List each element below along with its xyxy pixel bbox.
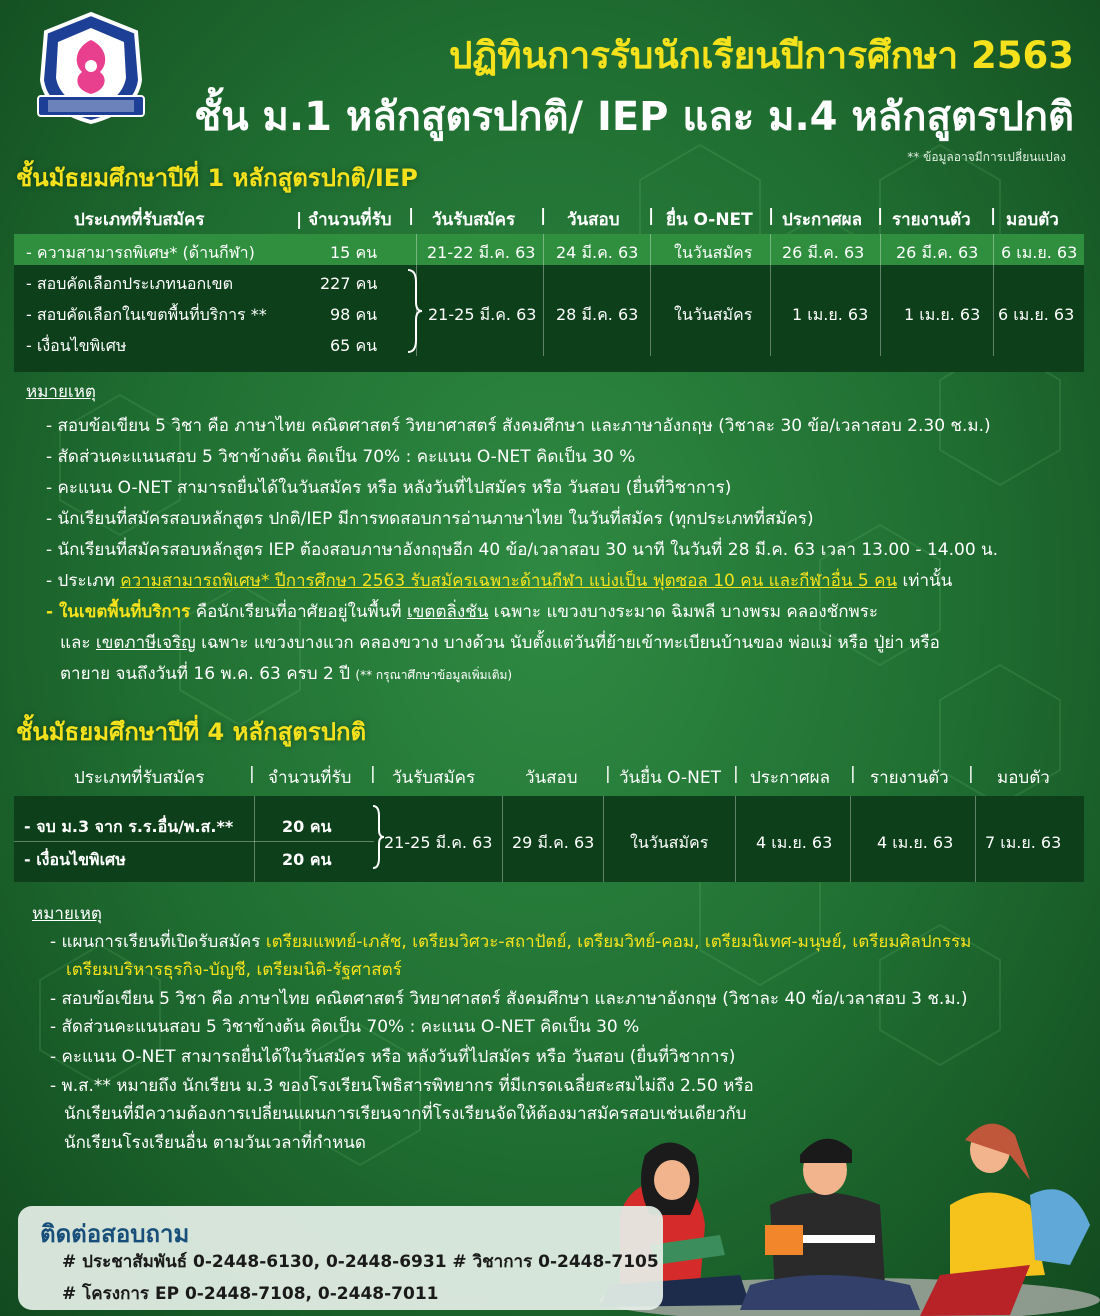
change-notice: ** ข้อมูลอาจมีการเปลี่ยนแปลง [907,150,1066,164]
m4-header-report: รายงานตัว [870,768,949,788]
page-title: ปฏิทินการรับนักเรียนปีการศึกษา 2563 [448,34,1074,77]
remark-text: - ประเภท [46,571,121,591]
row-announce: 26 มี.ค. 63 [782,243,865,262]
remark-item: - นักเรียนที่สมัครสอบหลักสูตร IEP ต้องสอบภาษาอังกฤษอีก 40 ข้อ/เวลาสอบ 30 นาที ในวันที่ 28 มี.ค. 63 เวลา 13.00 - 14.00 น. [46,540,999,560]
m1-header-exam: วันสอบ [567,210,620,230]
remark-item: นักเรียนที่มีความต้องการเปลี่ยนแผนการเรียนจากที่โรงเรียนจัดให้ต้องมาสมัครสอบเช่นเดียวกับ [64,1104,747,1124]
row-type: - สอบคัดเลือกประเภทนอกเขต [26,274,233,293]
group-exam: 29 มี.ค. 63 [512,833,595,852]
m1-remarks-title: หมายเหตุ [26,382,96,402]
remark-item: - สอบข้อเขียน 5 วิชา คือ ภาษาไทย คณิตศาสตร์ วิทยาศาสตร์ สังคมศึกษา และภาษาอังกฤษ (วิชาละ 40 ข้อ/เวลาสอบ 3 ช.ม.) [50,989,968,1009]
m4-header-sep: | [968,764,974,784]
contact-line: # โครงการ EP 0-2448-7108, 0-2448-7011 [62,1284,439,1304]
m4-remarks-title: หมายเหตุ [32,904,102,924]
remark-text: เท่านั้น [897,571,953,591]
row-enroll: 6 เม.ย. 63 [1001,243,1078,262]
remark-highlight: - ในเขตพื้นที่บริการ [46,602,191,622]
remark-item: - สอบข้อเขียน 5 วิชา คือ ภาษาไทย คณิตศาสตร์ วิทยาศาสตร์ สังคมศึกษา และภาษาอังกฤษ (วิชาละ 30 ข้อ/เวลาสอบ 2.30 ช.ม.) [46,416,991,436]
students-illustration [590,1085,1100,1316]
m1-header-announce: ประกาศผล [782,210,863,230]
m1-header-sep: | [648,206,655,226]
divider [543,234,544,356]
divider [770,234,771,356]
remark-item: นักเรียนโรงเรียนอื่น ตามวันเวลาที่กำหนด [64,1133,366,1153]
divider [735,796,736,882]
remark-text: เฉพาะ แขวงบางแวก คลองขวาง บางด้วน นับตั้งแต่วันที่ย้ายเข้าทะเบียนบ้านของ พ่อแม่ หรือ ปู่ย่า หรือ [195,633,940,653]
remark-highlight: เตรียมแพทย์-เภสัช, เตรียมวิศวะ-สถาปัตย์, เตรียมวิทย์-คอม, เตรียมนิเทศ-มนุษย์, เตรียมศิลปกรรม [265,932,972,952]
row-type: - ความสามารถพิเศษ* (ด้านกีฬา) [26,243,255,262]
remark-item: - สัดส่วนคะแนนสอบ 5 วิชาข้างต้น คิดเป็น 70% : คะแนน O-NET คิดเป็น 30 % [50,1017,640,1037]
contact-title: ติดต่อสอบถาม [40,1220,190,1248]
remark-text: คือนักเรียนที่อาศัยอยู่ในพื้นที่ [190,602,407,622]
divider [502,796,503,882]
remark-text: เฉพาะ แขวงบางระมาด ฉิมพลี บางพรม คลองชักพระ [488,602,878,622]
m1-header-sep: | [877,206,884,226]
row-type: - สอบคัดเลือกในเขตพื้นที่บริการ ** [26,305,267,324]
brace-icon [404,268,424,354]
remark-item-area [46,598,878,625]
m4-header-announce: ประกาศผล [750,768,831,788]
remark-item-area-cont [60,629,940,656]
divider [850,796,851,882]
m4-header-sep: | [370,764,376,784]
row-type: - จบ ม.3 จาก ร.ร.อื่น/พ.ส.** [24,817,234,836]
m1-header-sep: | [990,206,997,226]
row-count: 20 คน [282,817,332,836]
divider [603,796,604,882]
m4-header-apply: วันรับสมัคร [392,768,476,788]
remark-text: ตายาย จนถึงวันที่ 16 พ.ค. 63 ครบ 2 ปี [60,664,350,684]
page-subtitle: ชั้น ม.1 หลักสูตรปกติ/ IEP และ ม.4 หลักสูตรปกติ [194,94,1074,140]
group-exam: 28 มี.ค. 63 [556,305,639,324]
m4-header-onet: วันยื่น O-NET [619,768,721,788]
row-exam: 24 มี.ค. 63 [556,243,639,262]
remark-text: - แผนการเรียนที่เปิดรับสมัคร [50,932,266,952]
group-report: 4 เม.ย. 63 [877,833,954,852]
divider [993,234,994,356]
m4-header-sep: | [733,764,739,784]
school-emblem-icon [32,10,150,128]
remark-item: - คะแนน O-NET สามารถยื่นได้ในวันสมัคร หรือ หลังวันที่ไปสมัคร หรือ วันสอบ (ยื่นที่วิชาการ) [46,478,732,498]
row-count: 227 คน [320,274,378,293]
divider [650,234,651,356]
contact-line: # ประชาสัมพันธ์ 0-2448-6130, 0-2448-6931 # วิชาการ 0-2448-7105 [62,1252,659,1272]
remark-highlight: ความสามารถพิเศษ* ปีการศึกษา 2563 รับสมัครเฉพาะด้านกีฬา แบ่งเป็น ฟุตซอล 10 คน และกีฬาอื่น 5 คน [120,571,898,591]
m1-header-report: รายงานตัว [892,210,971,230]
remark-item-special [46,567,952,594]
group-enroll: 6 เม.ย. 63 [998,305,1075,324]
group-onet: ในวันสมัคร [674,305,753,324]
area-name: เขตตลิ่งชัน [406,602,489,622]
group-report: 1 เม.ย. 63 [904,305,981,324]
m1-header-apply: วันรับสมัคร [432,210,516,230]
remark-item: - นักเรียนที่สมัครสอบหลักสูตร ปกติ/IEP มีการทดสอบการอ่านภาษาไทย ในวันที่สมัคร (ทุกประเภทที่สมัคร) [46,509,814,529]
remark-text: และ [60,633,96,653]
row-type: - เงื่อนไขพิเศษ [26,336,127,355]
group-apply: 21-25 มี.ค. 63 [428,305,537,324]
row-onet: ในวันสมัคร [674,243,753,262]
m1-header-count: | จำนวนที่รับ [296,210,392,230]
remark-item: - พ.ส.** หมายถึง นักเรียน ม.3 ของโรงเรียนโพธิสารพิทยากร ที่มีเกรดเฉลี่ยสะสมไม่ถึง 2.50 หรือ [50,1076,754,1096]
divider [254,796,255,882]
remark-item: - สัดส่วนคะแนนสอบ 5 วิชาข้างต้น คิดเป็น 70% : คะแนน O-NET คิดเป็น 30 % [46,447,636,467]
group-apply: 21-25 มี.ค. 63 [384,833,493,852]
remark-item-plan [50,928,971,955]
m1-header-type: ประเภทที่รับสมัคร [74,210,205,230]
m1-header-sep: | [540,206,547,226]
group-announce: 1 เม.ย. 63 [792,305,869,324]
divider [975,796,976,882]
m4-header-type: ประเภทที่รับสมัคร [74,768,205,788]
group-onet: ในวันสมัคร [630,833,709,852]
m1-header-onet: ยื่น O-NET [666,210,753,230]
group-announce: 4 เม.ย. 63 [756,833,833,852]
row-count: 65 คน [330,336,378,355]
m4-header-sep: | [605,764,611,784]
m1-header-enroll: มอบตัว [1006,210,1059,230]
row-count: 15 คน [330,243,378,262]
group-enroll: 7 เม.ย. 63 [985,833,1062,852]
m4-header-exam: วันสอบ [525,768,578,788]
row-type: - เงื่อนไขพิเศษ [24,850,126,869]
m4-section-title: ชั้นมัธยมศึกษาปีที่ 4 หลักสูตรปกติ [16,718,367,746]
divider [880,234,881,356]
remark-item: - คะแนน O-NET สามารถยื่นได้ในวันสมัคร หรือ หลังวันที่ไปสมัคร หรือ วันสอบ (ยื่นที่วิชาการ) [50,1047,736,1067]
remark-small: (** กรุณาศึกษาข้อมูลเพิ่มเติม) [355,668,513,682]
contact-box [18,1206,663,1310]
row-count: 20 คน [282,850,332,869]
m1-header-sep: | [768,206,775,226]
m4-header-sep: | [249,764,255,784]
row-count: 98 คน [330,305,378,324]
m4-header-count: จำนวนที่รับ [268,768,352,788]
area-name: เขตภาษีเจริญ [95,633,196,653]
remark-item-area-cont [60,660,512,687]
remark-highlight: เตรียมบริหารธุรกิจ-บัญชี, เตรียมนิติ-รัฐศาสตร์ [66,960,402,980]
row-report: 26 มี.ค. 63 [896,243,979,262]
m1-header-sep: | [408,206,415,226]
m1-section-title: ชั้นมัธยมศึกษาปีที่ 1 หลักสูตรปกติ/IEP [16,164,418,192]
m4-header-sep: | [850,764,856,784]
m4-header-enroll: มอบตัว [997,768,1050,788]
row-apply: 21-22 มี.ค. 63 [427,243,536,262]
divider [14,841,374,842]
